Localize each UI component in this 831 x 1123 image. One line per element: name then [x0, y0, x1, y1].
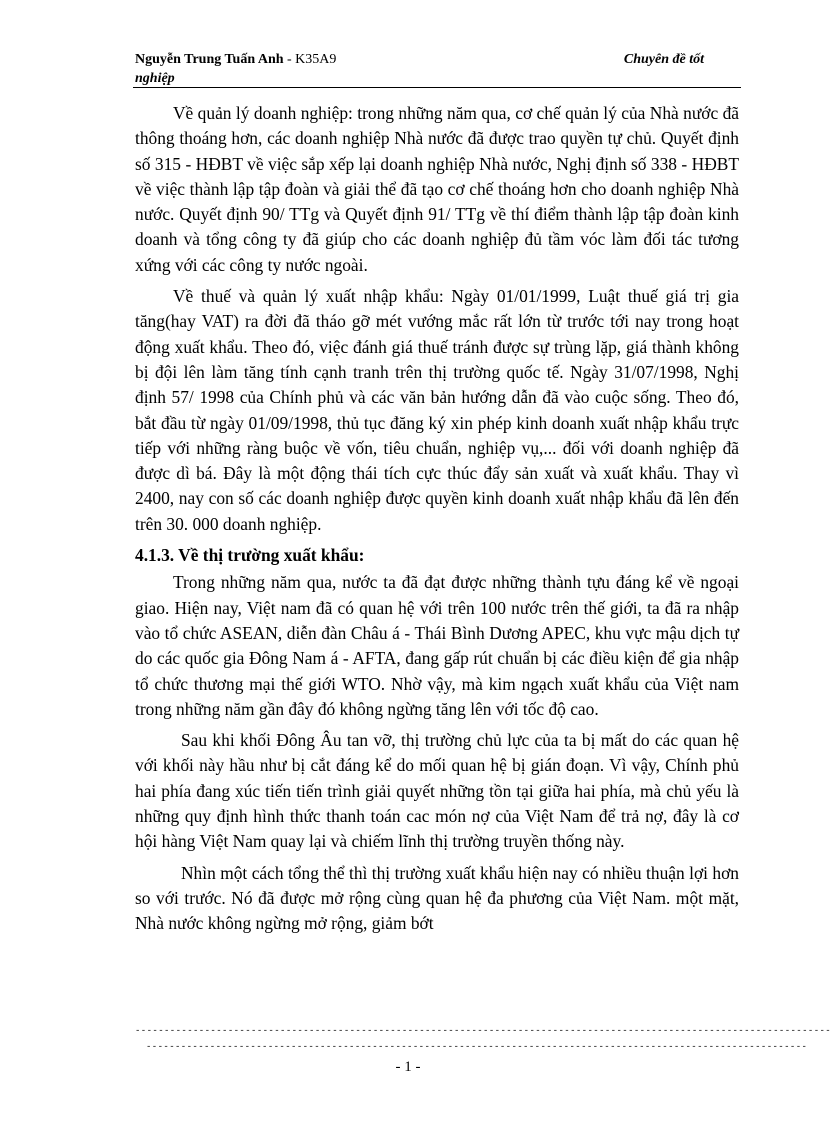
- paragraph-diplomacy: Trong những năm qua, nước ta đã đạt được những thành tựu đáng kể về ngoại giao. Hiện nay, Việt nam đã có quan hệ với trên 100 nước trên thế giới, ta đã ra nhập vào tổ chức ASEAN, diễn đàn Châu á - Thái Bình Dương APEC, khu vực mậu dịch tự do các quốc gia Đông Nam á - AFTA, đang gấp rút chuẩn bị các điều kiện để gia nhập tổ chức thương mại thế giới WTO. Nhờ vậy, mà kim ngạch xuất khẩu của Việt nam trong những năm gần đây đó không ngừng tăng lên với tốc độ cao.: [135, 572, 739, 719]
- page-header: [135, 50, 740, 88]
- footer-dash-line-1: ------------------------------------------------------------------------------------------------------------------------: [135, 1026, 831, 1036]
- header-title-continuation: nghiệp: [135, 71, 175, 86]
- header-title: Chuyên đề tốt: [623, 52, 704, 67]
- author-name: Nguyễn Trung Tuấn Anh: [135, 52, 284, 67]
- author-class: - K35A9: [283, 52, 337, 67]
- header-rule: [133, 87, 741, 88]
- page-number: - 1 -: [395, 1059, 421, 1075]
- section-heading: 4.1.3. Về thị trường xuất khẩu:: [135, 545, 365, 566]
- document-body: [135, 101, 739, 943]
- paragraph-tax-export: Về thuế và quản lý xuất nhập khẩu: Ngày 01/01/1999, Luật thuế giá trị gia tăng(hay VAT) ra đời đã tháo gỡ mét vướng mắc rất lớn từ trước tới nay trong hoạt động xuất khẩu. Theo đó, việc đánh giá thuế tránh được sự trùng lặp, giá thành không bị đội lên làm tăng tính cạnh tranh trên thị trường quốc tế. Ngày 31/07/1998, Nghị định 57/ 1998 của Chính phủ và các văn bản hướng dẫn đã vào cuộc sống. Theo đó, bắt đầu từ ngày 01/09/1998, thủ tục đăng ký xin phép kinh doanh xuất nhập khẩu trực tiếp với những ràng buộc về vốn, tiêu chuẩn, nghiệp vụ,... đối với doanh nghiệp đã được dì bá. Đây là một động thái tích cực thúc đẩy sản xuất và xuất khẩu. Thay vì 2400, nay con số các doanh nghiệp được quyền kinh doanh xuất nhập khẩu đã lên đến trên 30. 000 doanh nghiệp.: [135, 286, 739, 534]
- paragraph-eastern-europe: Sau khi khối Đông Âu tan vỡ, thị trường chủ lực của ta bị mất do các quan hệ với khối này hầu như bị cắt đáng kể do mối quan hệ bị gián đoạn. Vì vậy, Chính phủ hai phía đang xúc tiến tiến trình giải quyết những tồn tại giữa hai phía, mà chủ yếu là những quy định hình thức thanh toán cac món nợ của Việt Nam để trả nợ, đây là cơ hội hàng Việt Nam quay lại và chiếm lĩnh thị trường truyền thống này.: [135, 730, 739, 852]
- paragraph-overview: Nhìn một cách tổng thể thì thị trường xuất khẩu hiện nay có nhiều thuận lợi hơn so với trước. Nó đã được mở rộng cùng quan hệ đa phương của Việt Nam. một mặt, Nhà nước không ngừng mở rộng, giảm bớt: [135, 862, 739, 934]
- paragraph-business-management: Về quản lý doanh nghiệp: trong những năm qua, cơ chế quản lý của Nhà nước đã thông thoáng hơn, các doanh nghiệp Nhà nước đã được trao quyền tự chủ. Quyết định số 315 - HĐBT về việc sắp xếp lại doanh nghiệp Nhà nước, Nghị định số 338 - HĐBT về việc thành lập tập đoàn và giải thể đã tạo cơ chế thoáng hơn cho doanh nghiệp Nhà nước. Quyết định 90/ TTg và Quyết định 91/ TTg về thí điểm thành lập tập đoàn kinh doanh và tổng công ty đã giúp cho các doanh nghiệp đủ tầm vóc làm đối tác tương xứng với các công ty nước ngoài.: [135, 103, 739, 275]
- footer-dash-line-2: ------------------------------------------------------------------------------------------------------------------: [146, 1042, 808, 1052]
